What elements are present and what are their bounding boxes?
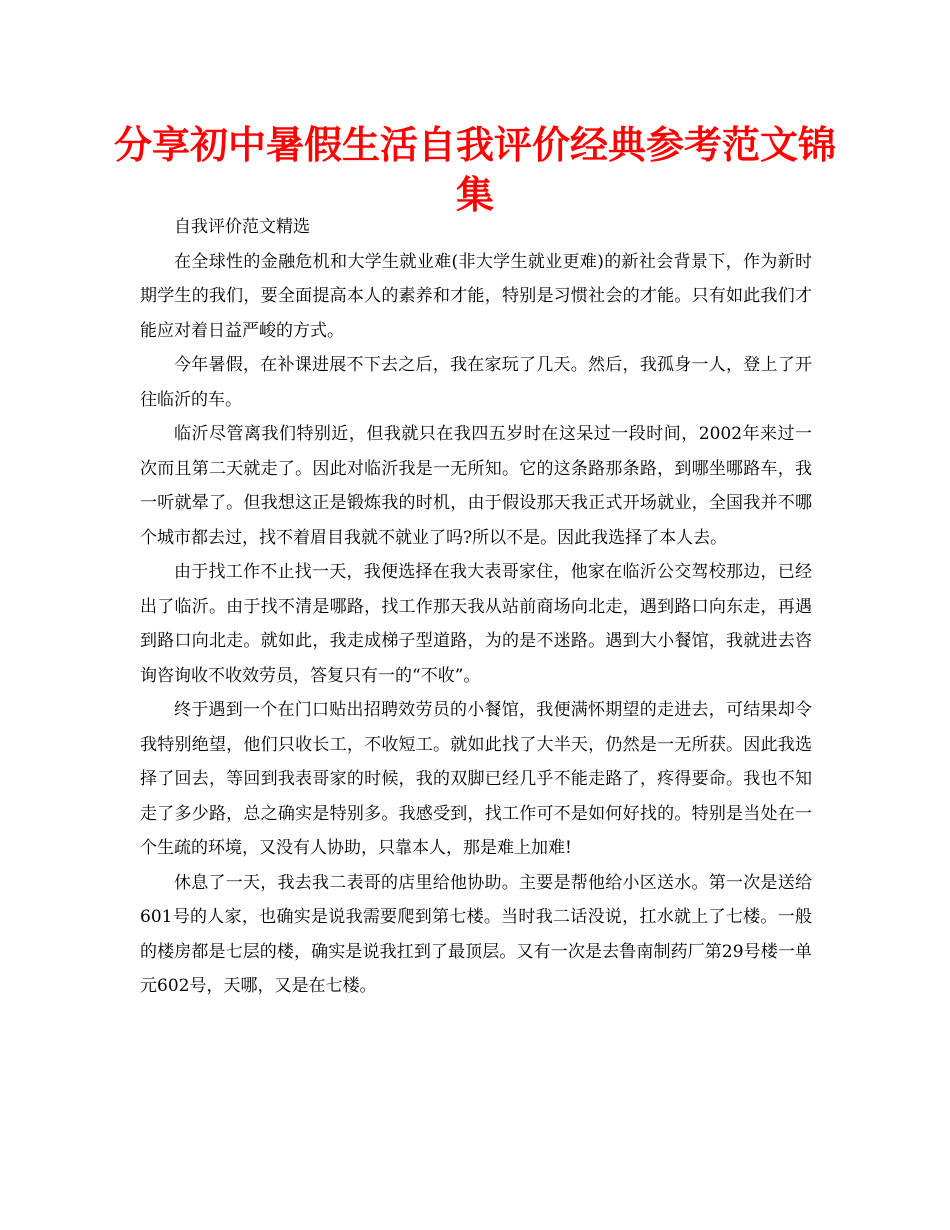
document-title: 分享初中暑假生活自我评价经典参考范文锦集 (113, 123, 836, 217)
paragraph: 休息了一天，我去我二表哥的店里给他协助。主要是帮他给小区送水。第一次是送给601号的人家，也确实是说我需要爬到第七楼。当时我二话没说，扛水就上了七楼。一般的楼房都是七层的楼，确实是说我扛到了最顶层。又有一次是去鲁南制药厂第29号楼一单元602号，天哪，又是在七楼。 (140, 872, 812, 996)
paragraph: 今年暑假，在补课进展不下去之后，我在家玩了几天。然后，我孤身一人，登上了开往临沂的车。 (140, 355, 812, 410)
paragraph: 在全球性的金融危机和大学生就业难(非大学生就业更难)的新社会背景下，作为新时期学生的我们，要全面提高本人的素养和才能，特别是习惯社会的才能。只有如此我们才能应对着日益严峻的方式。 (140, 251, 812, 341)
paragraph: 临沂尽管离我们特别近，但我就只在我四五岁时在这呆过一段时间，2002年来过一次而且第二天就走了。因此对临沂我是一无所知。它的这条路那条路，到哪坐哪路车，我一听就晕了。但我想这正是锻炼我的时机，由于假设那天我正式开场就业，全国我并不哪个城市都去过，找不着眉目我就不就业了吗?所以不是。因此我选择了本人去。 (140, 424, 812, 548)
paragraph-subtitle: 自我评价范文精选 (174, 217, 310, 237)
paragraph: 终于遇到一个在门口贴出招聘效劳员的小餐馆，我便满怀期望的走进去，可结果却令我特别绝望，他们只收长工，不收短工。就如此找了大半天，仍然是一无所获。因此我选择了回去，等回到我表哥家的时候，我的双脚已经几乎不能走路了，疼得要命。我也不知走了多少路，总之确实是特别多。我感受到，找工作可不是如何好找的。特别是当处在一个生疏的环境，又没有人协助，只靠本人，那是难上加难! (140, 700, 812, 858)
paragraph: 由于找工作不止找一天，我便选择在我大表哥家住，他家在临沂公交驾校那边，已经出了临沂。由于找不清是哪路，找工作那天我从站前商场向北走，遇到路口向东走，再遇到路口向北走。就如此，我走成梯子型道路，为的是不迷路。遇到大小餐馆，我就进去咨询咨询收不收效劳员，答复只有一的“不收”。 (140, 562, 812, 686)
document-body (140, 210, 812, 1004)
